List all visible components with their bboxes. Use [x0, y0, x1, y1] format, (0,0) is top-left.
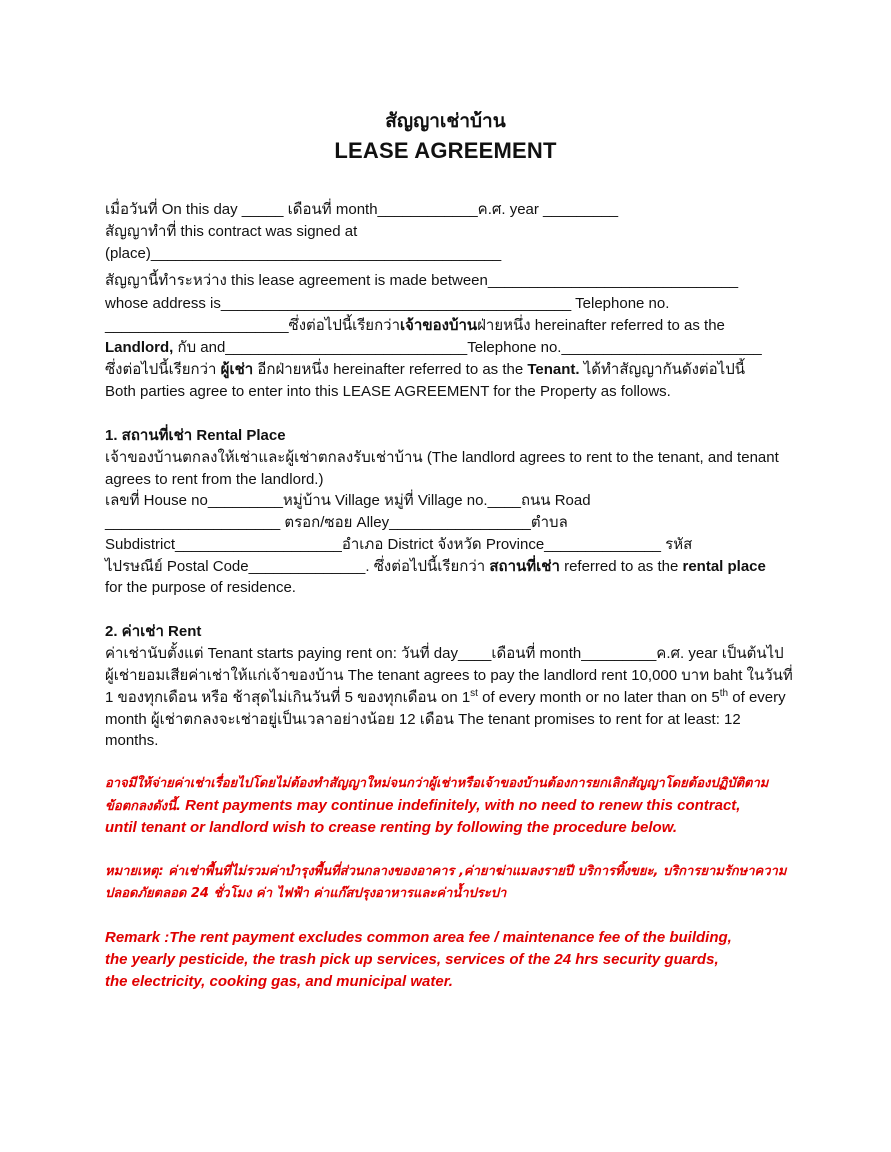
- superscript: th: [719, 688, 729, 699]
- intro-date-line: เมื่อวันที่ On this day _____ เดือนที่ month____________ค.ศ. year _________: [105, 201, 619, 218]
- title-thai: สัญญาเช่าบ้าน: [385, 110, 506, 132]
- notice2-thai-line: ปลอดภัยตลอด 24 ชั่วโมง ค่า ไฟฟ้า ค่าแก๊สปรุงอาหารและค่าน้ำประปา: [105, 886, 507, 901]
- text-run: ซึ่งต่อไปนี้เรียกว่า: [105, 361, 221, 378]
- text-run: ฝ่ายหนึ่ง hereinafter referred to as the: [477, 317, 725, 334]
- text-run: กับ and_____________________________Telephone no.________________________: [173, 339, 762, 356]
- section1-district-line: Subdistrict____________________อำเภอ District จังหวัด Province______________ รหัส: [105, 536, 693, 553]
- section1-heading: 1. สถานที่เช่า Rental Place: [105, 427, 286, 444]
- text-run: ไปรษณีย์ Postal Code______________. ซึ่งต่อไปนี้เรียกว่า: [105, 558, 490, 575]
- section2-term-line: month ผู้เช่าตกลงจะเช่าอยู่เป็นเวลาอย่างน้อย 12 เดือน The tenant promises to rent for at least: 12: [105, 711, 741, 728]
- notice1-mixed-line: [105, 796, 740, 817]
- remark-line: the electricity, cooking gas, and municipal water.: [105, 973, 453, 990]
- intro-address-line: whose address is__________________________________________ Telephone no.: [105, 295, 670, 312]
- section2-months-line: months.: [105, 732, 159, 749]
- section2-heading: 2. ค่าเช่า Rent: [105, 623, 202, 640]
- intro-tenant-ref-line: [105, 360, 745, 380]
- intro-agree-line: Both parties agree to enter into this LEASE AGREEMENT for the Property as follows.: [105, 383, 671, 400]
- landlord-term: Landlord,: [105, 339, 174, 356]
- intro-signed-at-line: สัญญาทำที่ this contract was signed at: [105, 223, 358, 240]
- section1-line: agrees to rent from the landlord.): [105, 471, 324, 488]
- notice1-english-line: until tenant or landlord wish to crease renting by following the procedure below.: [105, 819, 677, 836]
- title-english: LEASE AGREEMENT: [334, 138, 557, 163]
- tenant-thai-term: ผู้เช่า: [220, 361, 254, 378]
- text-run: 1 ของทุกเดือน หรือ ช้าสุดไม่เกินวันที่ 5 ของทุกเดือน on 1: [105, 689, 471, 706]
- section2-start-line: ค่าเช่านับตั้งแต่ Tenant starts paying rent on: วันที่ day____เดือนที่ month_________ค.ศ. year เป็นต้นไป: [105, 645, 784, 662]
- notice2-thai-line: หมายเหตุ: ค่าเช่าพื้นที่ไม่รวมค่าบำรุงพื้นที่ส่วนกลางของอาคาร ,ค่ายาฆ่าแมลงรายปี บริการทิ้งขยะ, บริการยามรักษาความ: [105, 864, 787, 879]
- notice1-thai-line: อาจมีให้จ่ายค่าเช่าเรื่อยไปโดยไม่ต้องทำสัญญาใหม่จนกว่าผู้เช่าหรือเจ้าของบ้านต้องการยกเลิกสัญญาโดยต้องปฏิบัติตาม: [105, 776, 769, 791]
- superscript: st: [470, 688, 478, 699]
- text-run: of every: [728, 689, 786, 706]
- intro-between-line: สัญญานี้ทำระหว่าง this lease agreement is made between______________________________: [105, 272, 739, 289]
- text-run: ได้ทำสัญญากันดังต่อไปนี้: [579, 361, 745, 378]
- text-run: of every month or no later than on 5: [477, 689, 720, 706]
- rental-place-thai-term: สถานที่เช่า: [489, 558, 560, 575]
- section2-pay-line: ผู้เช่ายอมเสียค่าเช่าให้แก่เจ้าของบ้าน The tenant agrees to pay the landlord rent 10,000 บาท baht ในวันที่: [105, 667, 793, 684]
- text-run: referred to as the: [559, 558, 683, 575]
- section2-due-line: [105, 688, 786, 708]
- text-run: อีกฝ่ายหนึ่ง hereinafter referred to as the: [253, 361, 528, 378]
- section1-house-line: เลขที่ House no_________หมู่บ้าน Village หมู่ที่ Village no.____ถนน Road: [105, 492, 591, 509]
- section1-line: เจ้าของบ้านตกลงให้เช่าและผู้เช่าตกลงรับเช่าบ้าน (The landlord agrees to rent to the tenant, and tenant: [105, 449, 779, 466]
- section1-purpose-line: for the purpose of residence.: [105, 579, 296, 596]
- notice1-thai-tail: ข้อตกลงดังนี้.: [105, 799, 181, 814]
- intro-tenant-line: [105, 338, 762, 358]
- text-run: ______________________ซึ่งต่อไปนี้เรียกว่า: [105, 317, 401, 334]
- notice1-english-text: Rent payments may continue indefinitely, with no need to renew this contract,: [180, 797, 741, 814]
- tenant-term: Tenant.: [527, 361, 580, 378]
- section1-postal-line: [105, 557, 766, 577]
- landlord-thai-term: เจ้าของบ้าน: [400, 317, 478, 334]
- section1-alley-line: _____________________ ตรอก/ซอย Alley_________________ตำบล: [105, 514, 568, 531]
- remark-line: the yearly pesticide, the trash pick up services, services of the 24 hrs security guards,: [105, 951, 719, 968]
- rental-place-term: rental place: [682, 558, 766, 575]
- intro-place-line: (place)__________________________________________: [105, 245, 502, 262]
- intro-landlord-ref-line: [105, 316, 725, 336]
- remark-line: Remark :The rent payment excludes common area fee / maintenance fee of the building,: [105, 929, 732, 946]
